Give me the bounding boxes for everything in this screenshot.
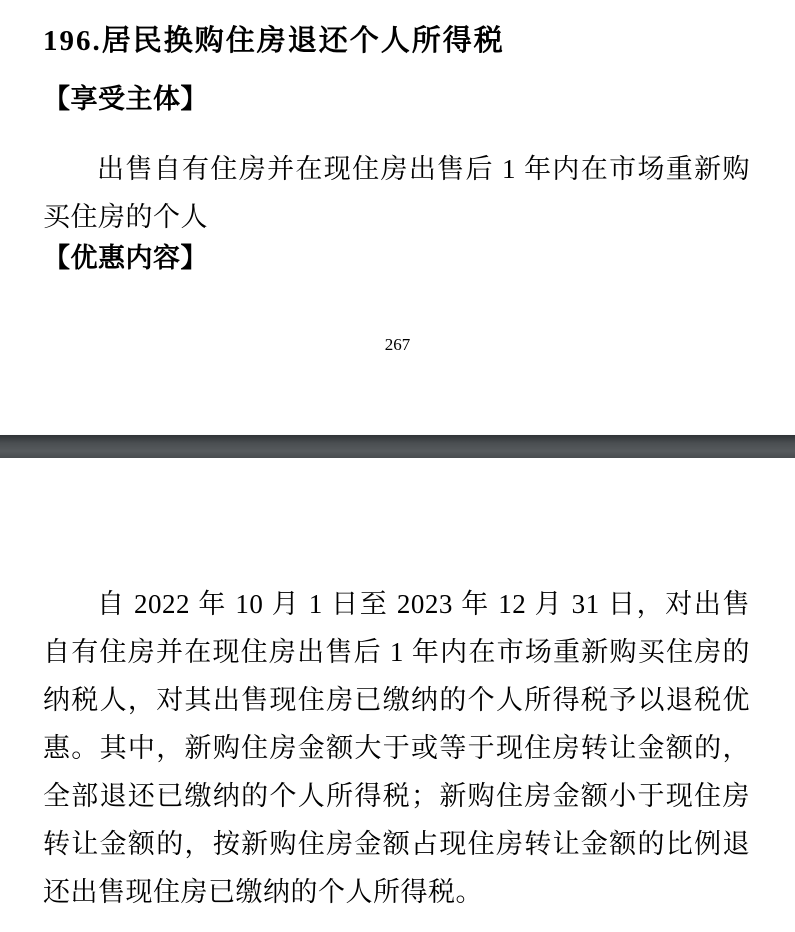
page-number: 267 xyxy=(384,335,411,354)
page-separator xyxy=(0,435,795,458)
section-heading-benefit: 【优惠内容】 xyxy=(43,243,208,273)
benefit-body-paragraph: 自 2022 年 10 月 1 日至 2023 年 12 月 31 日，对出售自有住房并在现住房出售后 1 年内在市场重新购买住房的纳税人，对其出售现住房已缴纳的个人所得税予以退税优惠。其中，新购住房金额大于或等于现住房转让金额的，全部退还已缴纳的个人所得税；新购住房金额小于现住房转让金额的，按新购住房金额占现住房转让金额的比例退还出售现住房已缴纳的个人所得税。 xyxy=(43,589,750,907)
section-heading-eligible: 【享受主体】 xyxy=(43,84,208,114)
article-title: 196.居民换购住房退还个人所得税 xyxy=(43,25,505,57)
eligible-body-paragraph: 出售自有住房并在现住房出售后 1 年内在市场重新购买住房的个人 xyxy=(43,154,750,232)
page-two xyxy=(0,458,795,932)
page-one xyxy=(0,0,795,435)
